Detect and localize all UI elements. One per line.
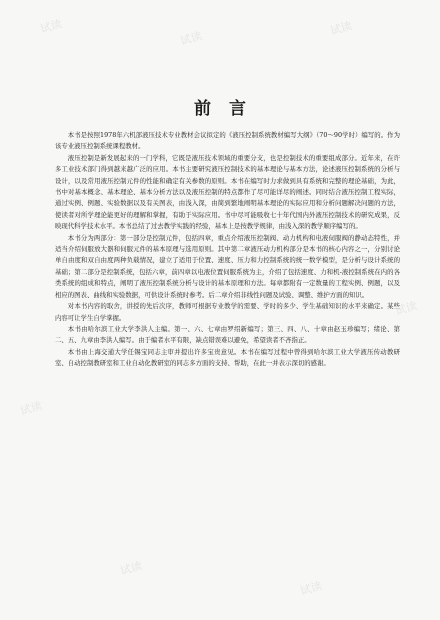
- paragraph: 液压控制是新发展起来的一门学科，它既是液压技术领域的重要分支，也是控制技术的重要组成部分。近年来，在许多工业技术部门得到越来越广泛的应用。本书主要研究液压控制技术的基本理论与基本方法，论述液压控制系统的分析与设计，以及常用液压控制元件的性能和确定有关参数的原则。本书在编写时力求做到具有系统和完整的理论基础，为此，书中对基本概念、基本理论、基本分析方法以及液压控制的特点都作了尽可能详尽的阐述。同时结合液压控制工程实际，通过实例、例题、实验数据以及有关图表，由浅入深，由简到繁地阐明基本理论的实际应用和分析问题解决问题的方法，使读者对所学理论能更好的理解和掌握，有助于实际应用。书中尽可能吸收七十年代国内外液压控制技术的研究成果，反映现代科学技术水平。本书总结了过去教学实践的经验，基本上是按教学规律，由浅入深的教学顺序编写的。: [55, 153, 400, 231]
- preface-body: [55, 130, 400, 370]
- watermark: 试读: [298, 579, 324, 598]
- watermark: 试读: [38, 17, 64, 36]
- watermark: 试读: [118, 559, 144, 578]
- paragraph: 对本书内容的取舍，讲授的先后次序，教师可根据专业教学的需要、学时的多少、学生基础知识的水平来确定。某些内容可让学生自学掌握。: [55, 302, 400, 322]
- watermark: 试读: [393, 299, 419, 318]
- paragraph: 本书分为两部分：第一部分是控制元件，包括四章，重点介绍液压控制阀、动力机构和电液伺服阀的静动态特性，并适当介绍伺服放大器和伺服元件的基本原理与选用原则。其中第二章液压动力机构部分是本书的核心内容之一，分别讨论单自由度和双自由度两种负载情况，建立了适用于位置、速度、压力和力控制系统的统一数学模型，是分析与设计系统的基础；第二部分是控制系统，包括六章，前四章以电液位置伺服系统为主，介绍了包括速度、力和机-液控制系统在内的各类系统的组成和特点，阐明了液压控制系统分析与设计的基本原理和方法。每章都附有一定数量的工程实例、例题，以及相应的图表、曲线和实验数据，可供设计系统时参考。后二章介绍非线性问题及试验、调整、维护方面的知识。: [55, 233, 400, 299]
- paragraph: 本书由上海交通大学任锡宝同志主审并提出许多宝贵意见。本书在编写过程中曾得到哈尔滨工业大学液压传动教研室、自动控制教研室和工业自动化教研室的同志多方面的支持、帮助，在此一并表示深切的感谢。: [55, 347, 400, 368]
- watermark: 试读: [178, 29, 204, 48]
- paragraph: 本书是按照1978年六机部液压技术专业教材会议拟定的《液压控制系统教材编写大纲》（70～90学时）编写的。作为该专业液压控制系统课程教材。: [55, 131, 400, 151]
- watermark: 试读: [328, 19, 354, 38]
- paragraph: 本书由哈尔滨工业大学李洪人主编。第一、六、七章由罗绍新编写；第三、四、八、十章由赵玉珍编写；绪论、第二、五、九章由李洪人编写。由于编者水平有限，缺点错误难以避免，希望读者不吝指正。: [55, 324, 400, 345]
- watermark: 试读: [18, 399, 44, 418]
- page-title: 前言: [194, 99, 264, 119]
